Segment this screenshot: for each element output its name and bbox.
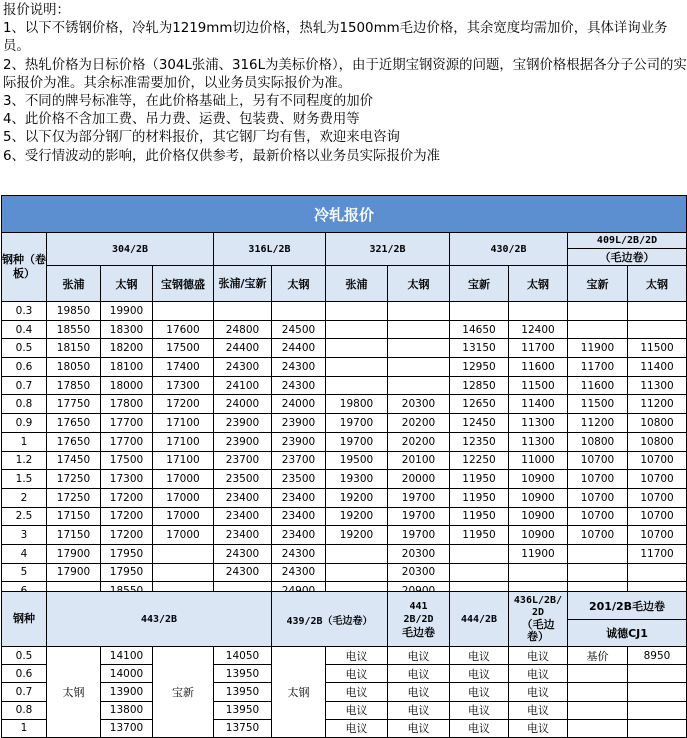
price-cell (568, 320, 628, 339)
price-cell: 11950 (450, 507, 509, 526)
table-row (2, 414, 687, 433)
price-cell: 17450 (47, 451, 101, 470)
price-cell: 11400 (628, 358, 687, 377)
price-cell: 11300 (509, 414, 568, 433)
price-cell: 24300 (272, 563, 326, 582)
price-cell: 11500 (509, 376, 568, 395)
price-cell: 11300 (628, 376, 687, 395)
negotiable-cell: 电议 (450, 665, 509, 683)
group-436l (509, 592, 568, 647)
price-cell: 23500 (214, 470, 272, 489)
price-cell: 13900 (101, 683, 153, 701)
price-cell: 23500 (272, 470, 326, 489)
price-cell: 24500 (272, 320, 326, 339)
thickness-cell: 0.6 (2, 358, 47, 377)
price-cell (326, 563, 388, 582)
price-cell: 12950 (450, 358, 509, 377)
thickness-cell: 5 (2, 563, 47, 582)
price-cell: 11200 (568, 414, 628, 433)
price-cell: 10700 (628, 451, 687, 470)
price-cell: 12450 (450, 414, 509, 433)
price-cell: 17000 (153, 507, 214, 526)
negotiable-cell: 电议 (509, 683, 568, 701)
price-cell (388, 320, 450, 339)
price-cell: 17600 (153, 320, 214, 339)
table-row (2, 683, 687, 701)
price-cell (326, 376, 388, 395)
price-cell: 10900 (509, 488, 568, 507)
negotiable-cell: 电议 (509, 665, 568, 683)
price-cell: 17000 (153, 526, 214, 545)
negotiable-cell: 电议 (388, 665, 450, 683)
thickness-cell: 1.2 (2, 451, 47, 470)
cold-rolled-price-table (1, 195, 687, 601)
group-409l-edge: （毛边卷） (568, 249, 687, 266)
price-cell: 24000 (272, 395, 326, 414)
group-439-2b: 439/2B（毛边卷） (272, 592, 388, 647)
price-cell (326, 358, 388, 377)
price-cell: 19700 (388, 488, 450, 507)
table-row (2, 451, 687, 470)
price-cell: 13950 (214, 665, 272, 683)
price-cell: 10700 (568, 526, 628, 545)
negotiable-cell: 电议 (326, 701, 388, 719)
table-row (2, 563, 687, 582)
group-441 (388, 592, 450, 647)
mill-chengde-cj1: 诚德CJ1 (568, 620, 687, 647)
note-line-1: 1、以下不锈钢价格，冷轧为1219mm切边价格，热轧为1500mm毛边价格，其余宽度均需加价，具体详询业务员。 (3, 21, 668, 55)
price-cell: 17300 (153, 376, 214, 395)
note-line-3: 3、不同的牌号标准等，在此价格基础上，另有不同程度的加价 (3, 94, 374, 110)
price-cell: 19700 (388, 526, 450, 545)
price-cell: 17500 (153, 339, 214, 358)
price-cell (326, 320, 388, 339)
table-row (2, 719, 687, 737)
price-cell (153, 563, 214, 582)
price-cell: 19700 (326, 414, 388, 433)
price-cell: 20100 (388, 451, 450, 470)
price-cell: 23400 (272, 526, 326, 545)
price-cell: 23400 (272, 488, 326, 507)
price-cell: 18200 (101, 339, 153, 358)
price-cell: 17000 (153, 470, 214, 489)
price-cell (153, 302, 214, 321)
price-cell (568, 302, 628, 321)
thickness-cell: 2.5 (2, 507, 47, 526)
price-cell: 18150 (47, 339, 101, 358)
thickness-cell: 0.9 (2, 414, 47, 433)
price-cell (568, 683, 628, 701)
price-cell: 20000 (388, 470, 450, 489)
price-cell: 19200 (326, 526, 388, 545)
price-cell: 19300 (326, 470, 388, 489)
price-cell: 24800 (214, 320, 272, 339)
table-row (2, 432, 687, 451)
negotiable-cell: 电议 (326, 683, 388, 701)
mill-header: 太钢 (101, 266, 153, 302)
price-cell: 19500 (326, 451, 388, 470)
thickness-cell: 0.8 (2, 395, 47, 414)
price-cell: 23900 (272, 432, 326, 451)
price-cell: 17250 (47, 470, 101, 489)
cold-rolled-title: 冷轧报价 (2, 196, 687, 233)
price-cell: 12250 (450, 451, 509, 470)
thickness-cell: 0.4 (2, 320, 47, 339)
price-cell: 17750 (47, 395, 101, 414)
note-line-4: 4、此价格不含加工费、吊力费、运费、包装费、财务费用等 (3, 112, 360, 128)
price-cell: 13150 (450, 339, 509, 358)
price-cell: 17150 (47, 507, 101, 526)
price-cell: 12350 (450, 432, 509, 451)
price-cell (628, 683, 687, 701)
price-cell: 11600 (509, 358, 568, 377)
negotiable-cell: 电议 (388, 719, 450, 737)
thickness-cell: 0.6 (2, 665, 47, 683)
price-cell: 14650 (450, 320, 509, 339)
negotiable-cell: 电议 (388, 647, 450, 665)
negotiable-cell: 电议 (326, 719, 388, 737)
price-cell: 10700 (628, 470, 687, 489)
price-cell (628, 320, 687, 339)
price-cell: 23700 (272, 451, 326, 470)
price-notes (3, 2, 687, 166)
mill-header: 宝钢德盛 (153, 266, 214, 302)
table-row (2, 647, 687, 665)
price-cell: 11000 (509, 451, 568, 470)
price-cell (153, 544, 214, 563)
price-cell: 11950 (450, 526, 509, 545)
price-cell (568, 719, 628, 737)
price-cell: 10700 (568, 451, 628, 470)
mill-baoxin: 宝新 (153, 647, 214, 738)
group-201-2b: 201/2B毛边卷 (568, 592, 687, 620)
price-cell: 11700 (628, 544, 687, 563)
price-cell: 24400 (214, 339, 272, 358)
price-cell: 24300 (272, 376, 326, 395)
price-cell (509, 302, 568, 321)
price-cell: 12650 (450, 395, 509, 414)
price-cell: 17500 (101, 451, 153, 470)
price-cell (568, 544, 628, 563)
price-cell (628, 302, 687, 321)
price-cell: 11500 (568, 395, 628, 414)
group-441-line: 毛边卷 (402, 625, 435, 639)
price-cell: 23900 (214, 432, 272, 451)
thickness-cell: 4 (2, 544, 47, 563)
price-cell: 17900 (47, 563, 101, 582)
price-cell (450, 544, 509, 563)
price-cell: 14050 (214, 647, 272, 665)
price-cell: 24300 (272, 358, 326, 377)
price-cell (628, 719, 687, 737)
price-cell: 11300 (509, 432, 568, 451)
mill-header: 宝新 (450, 266, 509, 302)
price-cell: 基价 (568, 647, 628, 665)
price-cell: 17200 (101, 488, 153, 507)
price-cell: 20200 (388, 414, 450, 433)
price-cell: 17000 (153, 488, 214, 507)
price-cell: 19200 (326, 488, 388, 507)
price-cell: 18550 (47, 320, 101, 339)
group-441-line: 2B/2D (403, 613, 434, 625)
table-row (2, 507, 687, 526)
price-cell: 19700 (388, 507, 450, 526)
price-cell: 11950 (450, 488, 509, 507)
price-cell (388, 339, 450, 358)
price-cell: 12850 (450, 376, 509, 395)
mill-header: 张浦/宝新 (214, 266, 272, 302)
price-cell: 11600 (568, 376, 628, 395)
price-cell: 17950 (101, 563, 153, 582)
group-436l-line: （毛边 (521, 618, 555, 631)
table-row (2, 376, 687, 395)
price-cell: 19850 (47, 302, 101, 321)
negotiable-cell: 电议 (388, 701, 450, 719)
thickness-cell: 0.5 (2, 339, 47, 358)
price-cell: 20300 (388, 563, 450, 582)
thickness-cell: 0.8 (2, 701, 47, 719)
negotiable-cell: 电议 (450, 719, 509, 737)
grade-label-lower: 钢种 (2, 592, 47, 647)
group-443-2b: 443/2B (47, 592, 272, 647)
price-cell (450, 563, 509, 582)
price-cell (388, 302, 450, 321)
price-cell: 13950 (214, 683, 272, 701)
price-cell: 10700 (568, 470, 628, 489)
price-cell: 17100 (153, 432, 214, 451)
price-cell: 17100 (153, 414, 214, 433)
price-cell (326, 544, 388, 563)
mill-header: 张浦 (326, 266, 388, 302)
price-cell: 13950 (214, 701, 272, 719)
grade-label: 钢种（卷板） (2, 233, 47, 302)
price-cell: 17150 (47, 526, 101, 545)
price-cell: 11700 (568, 358, 628, 377)
price-cell: 11400 (509, 395, 568, 414)
note-line-2: 2、热轧价格为日标价格（304L张浦、316L为美标价格），由于近期宝钢资源的问题，宝钢价格根据各分子公司的实际报价为准。其余标准需要加价，以业务员实际报价为准。 (3, 57, 687, 91)
price-cell (568, 665, 628, 683)
price-cell: 10800 (568, 432, 628, 451)
group-436l-line: 2D (531, 607, 545, 618)
price-cell: 10700 (568, 488, 628, 507)
mill-header: 太钢 (388, 266, 450, 302)
price-cell: 17950 (101, 544, 153, 563)
price-cell: 24300 (214, 563, 272, 582)
thickness-cell: 0.7 (2, 683, 47, 701)
group-321-2b: 321/2B (326, 233, 450, 266)
price-cell: 17850 (47, 376, 101, 395)
table-row (2, 665, 687, 683)
negotiable-cell: 电议 (326, 647, 388, 665)
price-cell: 24300 (272, 544, 326, 563)
price-cell (509, 563, 568, 582)
price-cell: 23900 (214, 414, 272, 433)
negotiable-cell: 电议 (450, 701, 509, 719)
price-cell: 13750 (214, 719, 272, 737)
negotiable-cell: 电议 (450, 647, 509, 665)
price-cell: 20200 (388, 432, 450, 451)
group-304-2b: 304/2B (47, 233, 214, 266)
price-cell: 24300 (214, 544, 272, 563)
price-cell (628, 701, 687, 719)
price-cell (568, 563, 628, 582)
price-cell: 12400 (509, 320, 568, 339)
notes-heading: 报价说明： (3, 3, 70, 18)
price-cell (628, 665, 687, 683)
negotiable-cell: 电议 (509, 647, 568, 665)
note-line-6: 6、受行情波动的影响，此价格仅供参考，最新价格以业务员实际报价为准 (3, 148, 441, 164)
price-cell: 19700 (326, 432, 388, 451)
price-cell: 24300 (214, 358, 272, 377)
price-cell: 14100 (101, 647, 153, 665)
negotiable-cell: 电议 (450, 683, 509, 701)
price-cell: 17800 (101, 395, 153, 414)
table-row (2, 526, 687, 545)
price-cell: 10900 (509, 526, 568, 545)
thickness-cell: 1 (2, 719, 47, 737)
price-cell (628, 563, 687, 582)
thickness-cell: 3 (2, 526, 47, 545)
price-cell: 13700 (101, 719, 153, 737)
mill-header: 宝新 (568, 266, 628, 302)
cold-rolled-rows (2, 302, 687, 601)
price-cell (272, 302, 326, 321)
price-cell: 17650 (47, 432, 101, 451)
price-cell: 18300 (101, 320, 153, 339)
price-cell: 14000 (101, 665, 153, 683)
price-cell: 18050 (47, 358, 101, 377)
price-cell: 17700 (101, 414, 153, 433)
price-cell: 17700 (101, 432, 153, 451)
thickness-cell: 2 (2, 488, 47, 507)
table-row (2, 701, 687, 719)
price-cell: 24000 (214, 395, 272, 414)
price-cell: 24100 (214, 376, 272, 395)
price-cell: 10900 (509, 507, 568, 526)
price-cell: 23700 (214, 451, 272, 470)
mill-header: 太钢 (628, 266, 687, 302)
price-cell: 17400 (153, 358, 214, 377)
mill-header: 张浦 (47, 266, 101, 302)
thickness-cell: 0.5 (2, 647, 47, 665)
price-cell: 10800 (628, 414, 687, 433)
price-cell: 18100 (101, 358, 153, 377)
price-cell: 20300 (388, 395, 450, 414)
price-cell: 20300 (388, 544, 450, 563)
price-cell: 11200 (628, 395, 687, 414)
price-cell: 11900 (568, 339, 628, 358)
price-cell: 10700 (568, 507, 628, 526)
negotiable-cell: 电议 (509, 719, 568, 737)
price-cell: 19900 (101, 302, 153, 321)
price-cell: 10700 (628, 488, 687, 507)
thickness-cell: 0.3 (2, 302, 47, 321)
group-430-2b: 430/2B (450, 233, 568, 266)
other-grades-price-table (1, 591, 687, 738)
price-cell: 23400 (214, 526, 272, 545)
price-cell: 11700 (509, 339, 568, 358)
price-cell: 13800 (101, 701, 153, 719)
price-cell: 17200 (101, 526, 153, 545)
price-cell (214, 302, 272, 321)
table-row (2, 544, 687, 563)
price-cell: 23900 (272, 414, 326, 433)
table-row (2, 320, 687, 339)
price-cell: 17250 (47, 488, 101, 507)
price-cell (568, 701, 628, 719)
negotiable-cell: 电议 (388, 683, 450, 701)
price-cell: 18000 (101, 376, 153, 395)
price-cell: 17100 (153, 451, 214, 470)
negotiable-cell: 电议 (509, 701, 568, 719)
group-436l-line: 卷） (527, 630, 549, 643)
table-row (2, 395, 687, 414)
price-cell: 19200 (326, 507, 388, 526)
price-cell: 10700 (628, 507, 687, 526)
mill-header: 太钢 (509, 266, 568, 302)
price-cell: 10900 (509, 470, 568, 489)
price-cell: 23400 (214, 507, 272, 526)
thickness-cell: 0.7 (2, 376, 47, 395)
price-cell: 23400 (272, 507, 326, 526)
group-441-line: 441 (409, 600, 428, 612)
price-cell: 11950 (450, 470, 509, 489)
mill-taigang: 太钢 (47, 647, 101, 738)
other-grades-rows (2, 647, 687, 738)
price-cell (388, 358, 450, 377)
price-cell: 10800 (628, 432, 687, 451)
table-row (2, 302, 687, 321)
table-row (2, 488, 687, 507)
price-cell: 23400 (214, 488, 272, 507)
price-cell: 17200 (101, 507, 153, 526)
table-row (2, 470, 687, 489)
price-cell (450, 302, 509, 321)
note-line-5: 5、以下仅为部分钢厂的材料报价，其它钢厂均有售，欢迎来电咨询 (3, 130, 400, 146)
table-row (2, 339, 687, 358)
negotiable-cell: 电议 (326, 665, 388, 683)
group-444-2b: 444/2B (450, 592, 509, 647)
price-cell: 10700 (628, 526, 687, 545)
price-cell (388, 376, 450, 395)
thickness-cell: 1.5 (2, 470, 47, 489)
price-cell: 11500 (628, 339, 687, 358)
price-cell (326, 339, 388, 358)
price-cell: 17650 (47, 414, 101, 433)
mill-header: 太钢 (272, 266, 326, 302)
price-cell (326, 302, 388, 321)
price-cell: 17300 (101, 470, 153, 489)
group-409l-2b-2d: 409L/2B/2D (568, 233, 687, 249)
group-316l-2b: 316L/2B (214, 233, 326, 266)
price-cell: 17900 (47, 544, 101, 563)
price-cell: 17200 (153, 395, 214, 414)
price-cell: 11900 (509, 544, 568, 563)
group-436l-line: 436L/2B/ (513, 595, 563, 606)
thickness-cell: 1 (2, 432, 47, 451)
price-cell: 8950 (628, 647, 687, 665)
mill-taigang-439: 太钢 (272, 647, 326, 738)
price-cell: 19800 (326, 395, 388, 414)
price-cell: 24400 (272, 339, 326, 358)
table-row (2, 358, 687, 377)
